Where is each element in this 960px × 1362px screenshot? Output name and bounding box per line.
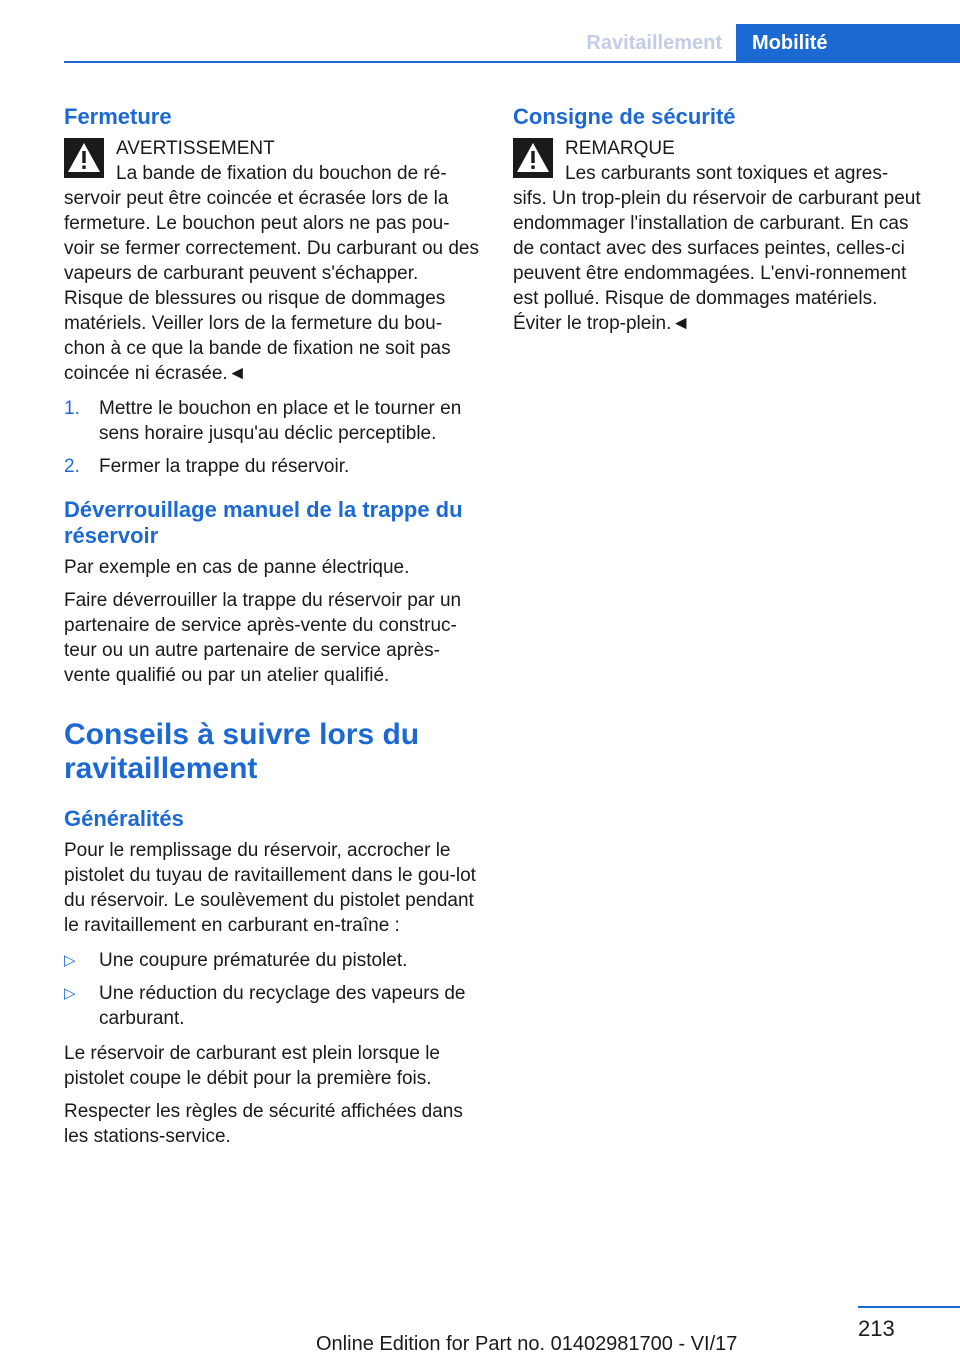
list-item: [64, 396, 480, 446]
general-paragraph-3: Respecter les règles de sécurité affichées dans les stations-service.: [64, 1101, 463, 1147]
safety-title: Consigne de sécurité: [513, 104, 736, 129]
warning-triangle-icon: [513, 138, 553, 178]
steps-list: [64, 396, 480, 479]
header-tabs: [566, 24, 960, 62]
warning-body: servoir peut être coincée et écrasée lors de la fermeture. Le bouchon peut alors ne pas pou-voir se fermer correctement. Du carburant ou des vapeurs de carburant peuvent s'échapper. Risque de blessures ou risque de dommages matériels. Veiller lors de la fermeture du bou-chon à ce que la bande de fixation ne soit pas coincée ni écrasée.◄: [64, 188, 480, 384]
unlock-title: Déverrouillage manuel de la trappe du réservoir: [64, 497, 463, 548]
tab-ravitaillement[interactable]: Ravitaillement: [586, 32, 722, 54]
footer-edition: Online Edition for Part no. 01402981700 - VI/17: [316, 1333, 738, 1355]
header-rule: [64, 61, 960, 63]
step-number: 2.: [64, 456, 80, 477]
triangle-bullet-icon: ▷: [64, 952, 76, 969]
warning-first-line: La bande de fixation du bouchon de ré-: [116, 163, 447, 184]
general-paragraph-1: Pour le remplissage du réservoir, accrocher le pistolet du tuyau de ravitaillement dans le gou-lot du réservoir. Le soulèvement du pistolet pendant le ravitaillement en carburant en-traîne :: [64, 840, 476, 936]
general-title: Généralités: [64, 806, 184, 831]
left-column: [64, 100, 480, 1157]
warning-label: AVERTISSEMENT: [116, 138, 275, 159]
warning-block: [64, 136, 480, 186]
warning-triangle-icon: [64, 138, 104, 178]
triangle-bullet-icon: ▷: [64, 985, 76, 1002]
right-column: [513, 100, 929, 344]
unlock-paragraph-2: Faire déverrouiller la trappe du réservoir par un partenaire de service après-vente du construc-teur ou un autre partenaire de service après-vente qualifié ou par un atelier qualifié.: [64, 590, 462, 686]
step-text: Fermer la trappe du réservoir.: [99, 456, 350, 477]
note-first-line: Les carburants sont toxiques et agres-: [565, 163, 889, 184]
bullet-text: Une coupure prématurée du pistolet.: [99, 950, 408, 971]
footer-rule: [858, 1306, 960, 1308]
page-number: 213: [858, 1316, 895, 1341]
step-text: Mettre le bouchon en place et le tourner en sens horaire jusqu'au déclic perceptible.: [99, 398, 462, 444]
general-paragraph-2: Le réservoir de carburant est plein lorsque le pistolet coupe le débit pour la première fois.: [64, 1043, 440, 1089]
note-block: [513, 136, 929, 186]
note-label: REMARQUE: [565, 138, 675, 159]
section-title: Conseils à suivre lors du ravitaillement: [64, 718, 420, 785]
unlock-paragraph-1: Par exemple en cas de panne électrique.: [64, 557, 410, 578]
list-item: [64, 948, 480, 973]
fermeture-title: Fermeture: [64, 104, 172, 129]
bullet-text: Une réduction du recyclage des vapeurs de carburant.: [99, 983, 466, 1029]
list-item: [64, 981, 480, 1031]
tab-mobilite[interactable]: Mobilité: [736, 24, 960, 62]
bullet-list: [64, 948, 480, 1031]
list-item: [64, 454, 480, 479]
step-number: 1.: [64, 398, 80, 419]
note-body: sifs. Un trop-plein du réservoir de carburant peut endommager l'installation de carburant. En cas de contact avec des surfaces peintes, celles-ci peuvent être endommagées. L'envi-ronnement est pollué. Risque de dommages matériels. Éviter le trop-plein.◄: [513, 188, 921, 334]
